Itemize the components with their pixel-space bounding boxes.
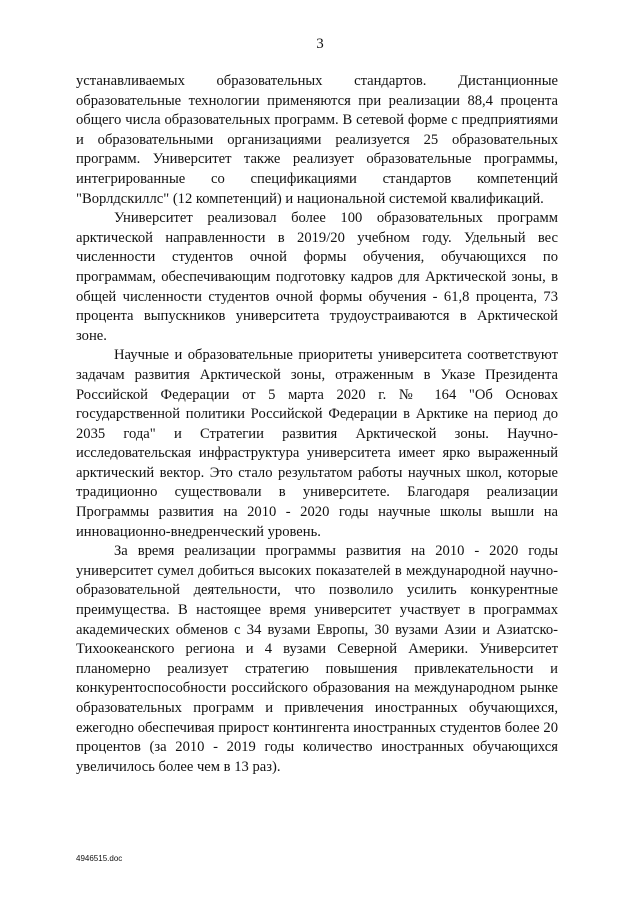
- page-number: 3: [316, 36, 324, 52]
- paragraph-1: устанавливаемых образовательных стандартов. Дистанционные образовательные технологии применяются при реализации 88,4 процента общего числа образовательных программ. В сетевой форме с предприятиями и образовательными организациями реализуется 25 образовательных программ. Университет также реализует образовательные программы, интегрированные со спецификациями стандартов компетенций "Ворлдскиллс" (12 компетенций) и национальной системой квалификаций.: [76, 73, 558, 207]
- footer-filename: 4946515.doc: [76, 854, 123, 863]
- paragraph-3: Научные и образовательные приоритеты университета соответствуют задачам развития Арктической зоны, отраженным в Указе Президента Российской Федерации от 5 марта 2020 г. № 164 "Об Основах государственной политики Российской Федерации в Арктике на период до 2035 года" и Стратегии развития Арктической зоны. Научно-исследовательская инфраструктура университета имеет ярко выраженный арктический вектор. Это стало результатом работы научных школ, которые традиционно существовали в университете. Благодаря реализации Программы развития на 2010 - 2020 годы научные школы вышли на инновационно-внедренческий уровень.: [76, 347, 558, 540]
- paragraph-2: Университет реализовал более 100 образовательных программ арктической направленности в 2019/20 учебном году. Удельный вес численности студентов очной формы обучения, обучающихся по программам, обеспечивающим подготовку кадров для Арктической зоны, в общей численности студентов очной формы обучения - 61,8 процента, 73 процента выпускников университета трудоустраиваются в Арктической зоне.: [76, 210, 558, 344]
- paragraph-4: За время реализации программы развития на 2010 - 2020 годы университет сумел добиться высоких показателей в международной научно-образовательной деятельности, что позволило усилить конкурентные преимущества. В настоящее время университет участвует в программах академических обменов с 34 вузами Европы, 30 вузами Азии и Азиатско-Тихоокеанского региона и 4 вузами Северной Америки. Университет планомерно реализует стратегию повышения привлекательности и конкурентоспособности российского образования на международном рынке образовательных программ и привлечения иностранных обучающихся, ежегодно обеспечивая прирост контингента иностранных студентов более 20 процентов (за 2010 - 2019 годы количество иностранных обучающихся увеличилось более чем в 13 раз).: [76, 543, 558, 775]
- document-body: [76, 72, 558, 777]
